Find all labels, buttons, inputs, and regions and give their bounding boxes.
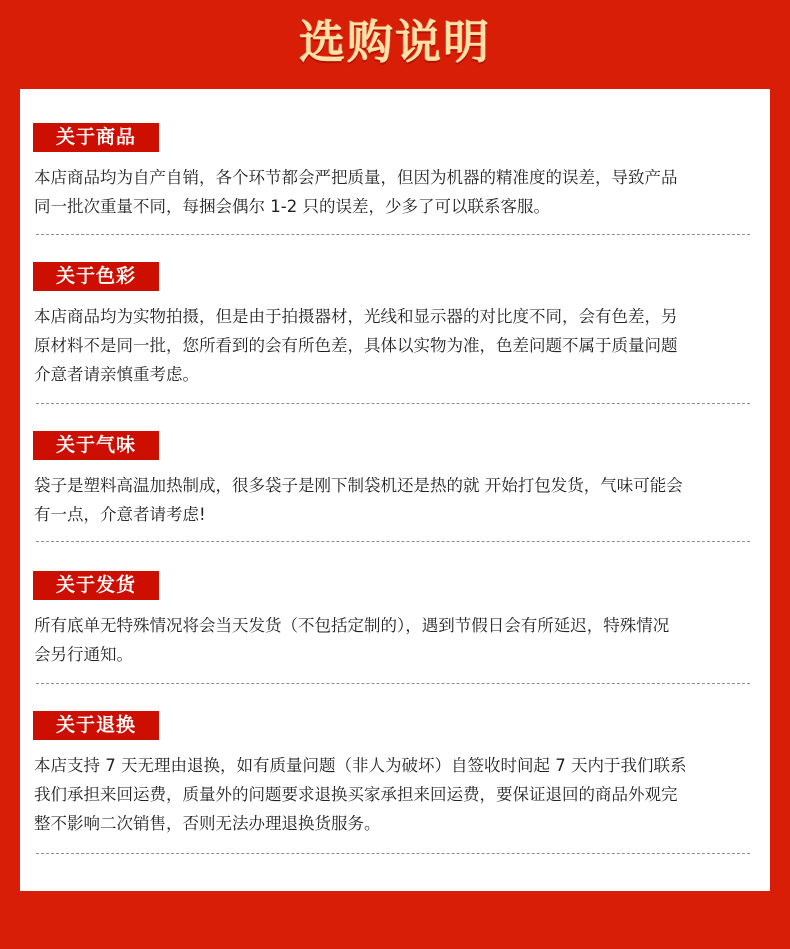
divider <box>36 234 750 235</box>
divider <box>36 683 750 684</box>
divider <box>36 541 750 542</box>
section-text: 所有底单无特殊情况将会当天发货（不包括定制的），遇到节假日会有所延迟，特殊情况 会另行通知。 <box>34 616 670 664</box>
divider <box>36 853 750 854</box>
divider <box>36 403 750 404</box>
section-text: 本店支持 7 天无理由退换，如有质量问题（非人为破坏）自签收时间起 7 天内于我们联系 我们承担来回运费，质量外的问题要求退换买家承担来回运费，要保证退回的商品外观完 整不影响二次销售，否则无法办理退换货服务。 <box>34 756 687 833</box>
page-title: 选购说明 <box>299 15 491 69</box>
section-text: 袋子是塑料高温加热制成，很多袋子是刚下制袋机还是热的就 开始打包发货，气味可能会 有一点，介意者请考虑! <box>34 476 683 524</box>
section-tag: 关于气味 <box>33 431 159 460</box>
section-text: 本店商品均为实物拍摄，但是由于拍摄器材，光线和显示器的对比度不同，会有色差，另 原材料不是同一批，您所看到的会有所色差，具体以实物为准，色差问题不属于质量问题 介意者请亲慎重考虑。 <box>34 307 678 384</box>
section-tag: 关于色彩 <box>33 262 159 291</box>
section-text: 本店商品均为自产自销，各个环节都会严把质量，但因为机器的精准度的误差，导致产品 同一批次重量不同，每捆会偶尔 1-2 只的误差，少多了可以联系客服。 <box>34 168 678 216</box>
section-tag: 关于商品 <box>33 123 159 152</box>
section-tag: 关于退换 <box>33 711 159 740</box>
content-panel <box>20 89 770 891</box>
section-tag: 关于发货 <box>33 571 159 600</box>
